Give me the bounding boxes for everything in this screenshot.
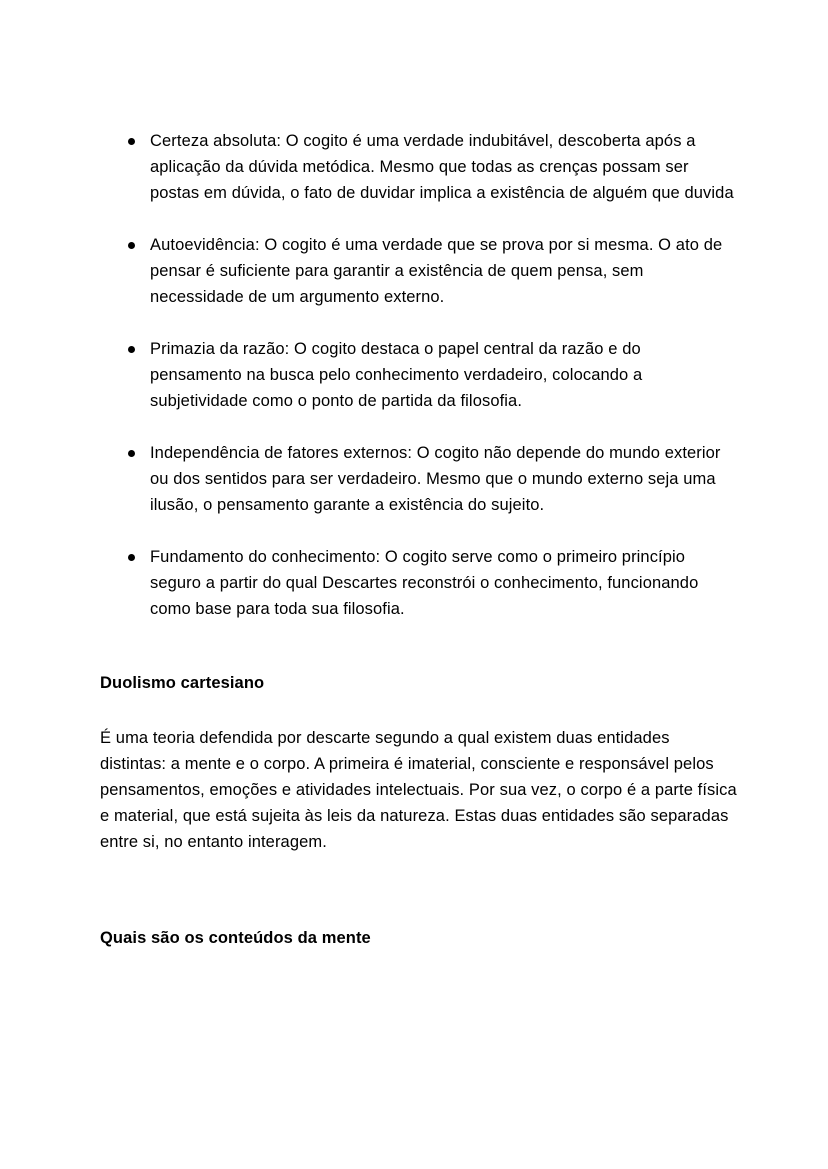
list-item-text: Fundamento do conhecimento: O cogito serve como o primeiro princípio seguro a partir do qual Descartes reconstrói o conhecimento, funcionando como base para toda sua filosofia. [150,548,699,618]
bullet-icon [128,346,135,353]
bullet-icon [128,554,135,561]
list-item [100,128,735,206]
list-item [100,544,735,622]
paragraph-dualism: É uma teoria defendida por descarte segundo a qual existem duas entidades distintas: a mente e o corpo. A primeira é imaterial, consciente e responsável pelos pensamentos, emoções e atividades intelectuais. Por sua vez, o corpo é a parte física e material, que está sujeita às leis da natureza. Estas duas entidades são separadas entre si, no entanto interagem. [100,729,737,851]
section-heading-mind-contents: Quais são os conteúdos da mente [100,929,371,947]
list-item-text: Primazia da razão: O cogito destaca o papel central da razão e do pensamento na busca pelo conhecimento verdadeiro, colocando a subjetividade como o ponto de partida da filosofia. [150,340,643,410]
list-item-text: Certeza absoluta: O cogito é uma verdade indubitável, descoberta após a aplicação da dúvida metódica. Mesmo que todas as crenças possam ser postas em dúvida, o fato de duvidar implica a existência de alguém que duvida [150,132,734,202]
list-item [100,336,735,414]
section-heading-dualism: Duolismo cartesiano [100,674,265,692]
bullet-icon [128,242,135,249]
bullet-list [100,128,738,622]
bullet-icon [128,138,135,145]
list-item-text: Independência de fatores externos: O cogito não depende do mundo exterior ou dos sentidos para ser verdadeiro. Mesmo que o mundo externo seja uma ilusão, o pensamento garante a existência do sujeito. [150,444,721,514]
list-item [100,440,735,518]
bullet-icon [128,450,135,457]
list-item [100,232,735,310]
list-item-text: Autoevidência: O cogito é uma verdade que se prova por si mesma. O ato de pensar é suficiente para garantir a existência de quem pensa, sem necessidade de um argumento externo. [150,236,723,306]
